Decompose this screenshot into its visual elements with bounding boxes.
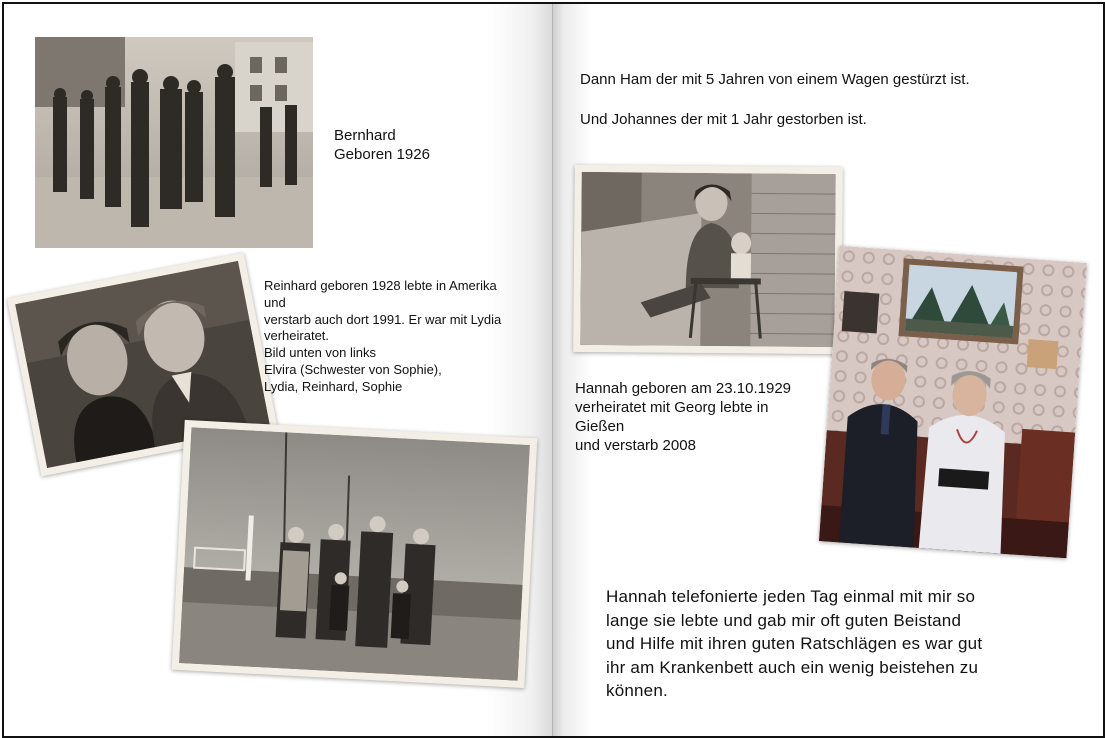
closing-line-5: können. <box>606 681 668 700</box>
reinhard-line-7: Lydia, Reinhard, Sophie <box>264 378 403 394</box>
bernhard-born: Geboren 1926 <box>334 146 430 163</box>
reinhard-line-2: und <box>264 294 286 310</box>
ham-line: Dann Ham der mit 5 Jahren von einem Wagen gestürzt ist. <box>580 71 970 88</box>
hannah-line-4: und verstarb 2008 <box>575 437 696 454</box>
photo-elderly-couple <box>819 246 1087 559</box>
closing-line-3: und Hilfe mit ihren guten Ratschlägen es war gut <box>606 634 983 653</box>
hannah-line-2: verheiratet mit Georg lebte in <box>575 399 769 416</box>
johannes-line: Und Johannes der mit 1 Jahr gestorben ist. <box>580 111 867 128</box>
closing-line-4: ihr am Krankenbett auch ein wenig beistehen zu <box>606 657 979 677</box>
reinhard-line-3: verstarb auch dort 1991. Er war mit Lydia <box>264 311 502 327</box>
photo-soldiers-parade <box>35 37 313 248</box>
photo-book-spread <box>2 2 1105 738</box>
closing-line-1: Hannah telefonierte jeden Tag einmal mit mir so <box>606 587 976 606</box>
reinhard-line-4: verheiratet. <box>264 328 330 344</box>
left-page <box>4 4 553 736</box>
photo-woman-with-baby <box>573 165 843 354</box>
right-page <box>553 4 1103 736</box>
reinhard-line-1: Reinhard geboren 1928 lebte in Amerika <box>264 278 497 293</box>
hannah-line-3: Gießen <box>575 418 625 435</box>
closing-text <box>606 585 982 703</box>
closing-line-2: lange sie lebte und gab mir oft guten Beistand <box>606 610 962 630</box>
bernhard-name: Bernhard <box>334 127 396 144</box>
reinhard-caption <box>264 278 501 396</box>
reinhard-line-5: Bild unten von links <box>264 345 377 361</box>
reinhard-line-6: Elvira (Schwester von Sophie), <box>264 361 442 377</box>
hannah-caption <box>575 379 791 455</box>
bernhard-caption <box>334 126 430 164</box>
right-top-text <box>580 70 970 129</box>
photo-family-outdoors <box>172 420 538 688</box>
hannah-line-1: Hannah geboren am 23.10.1929 <box>575 380 792 397</box>
